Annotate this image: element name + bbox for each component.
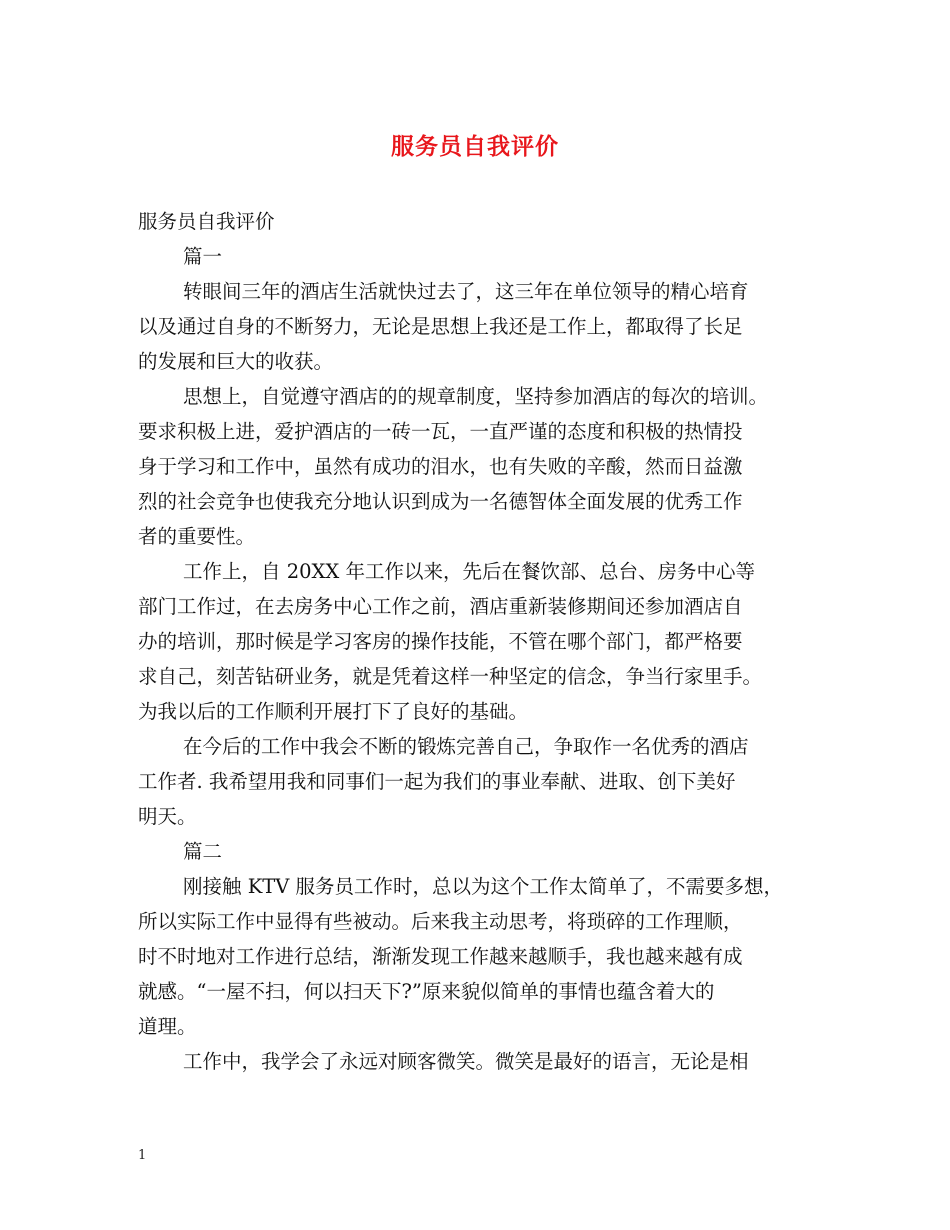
text-line: 篇一 (183, 245, 223, 268)
text-line: 工作上，自 20XX 年工作以来，先后在餐饮部、总台、房务中心等 (183, 560, 755, 583)
text-line: 烈的社会竞争也使我充分地认识到成为一名德智体全面发展的优秀工作 (138, 490, 743, 513)
text-line: 工作中，我学会了永远对顾客微笑。微笑是最好的语言，无论是相 (183, 1050, 749, 1073)
text-line: 篇二 (183, 840, 223, 863)
text-line: 者的重要性。 (138, 525, 256, 548)
text-line: 身于学习和工作中，虽然有成功的泪水，也有失败的辛酸，然而日益激 (138, 455, 743, 478)
document-title: 服务员自我评价 (391, 133, 559, 160)
text-line: 办的培训，那时候是学习客房的操作技能，不管在哪个部门，都严格要 (138, 630, 743, 653)
text-line: 转眼间三年的酒店生活就快过去了，这三年在单位领导的精心培育 (183, 280, 749, 303)
text-line: 思想上，自觉遵守酒店的的规章制度，坚持参加酒店的每次的培训。 (183, 385, 769, 408)
text-line: 工作者. 我希望用我和同事们一起为我们的事业奉献、进取、创下美好 (138, 770, 736, 793)
text-line: 明天。 (138, 805, 197, 828)
text-line: 为我以后的工作顺利开展打下了良好的基础。 (138, 700, 529, 723)
text-line: 服务员自我评价 (138, 210, 275, 233)
text-line: 道理。 (138, 1015, 197, 1038)
text-line: 求自己，刻苦钻研业务，就是凭着这样一种坚定的信念，争当行家里手。 (138, 665, 763, 688)
text-line: 以及通过自身的不断努力，无论是思想上我还是工作上，都取得了长足 (138, 315, 743, 338)
document-body (138, 204, 814, 1079)
text-line: 所以实际工作中显得有些被动。后来我主动思考，将琐碎的工作理顺， (138, 910, 743, 933)
text-line: 时不时地对工作进行总结，渐渐发现工作越来越顺手，我也越来越有成 (138, 945, 743, 968)
text-line: 的发展和巨大的收获。 (138, 350, 334, 373)
text-line: 刚接触 KTV 服务员工作时，总以为这个工作太简单了，不需要多想， (183, 875, 784, 898)
page-number: 1 (138, 1148, 147, 1163)
text-line: 部门工作过，在去房务中心工作之前，酒店重新装修期间还参加酒店自 (138, 595, 743, 618)
text-line: 就感。“一屋不扫，何以扫天下?”原来貌似简单的事情也蕴含着大的 (138, 980, 715, 1003)
text-line: 要求积极上进，爱护酒店的一砖一瓦，一直严谨的态度和积极的热情投 (138, 420, 743, 443)
text-line: 在今后的工作中我会不断的锻炼完善自己，争取作一名优秀的酒店 (183, 735, 749, 758)
